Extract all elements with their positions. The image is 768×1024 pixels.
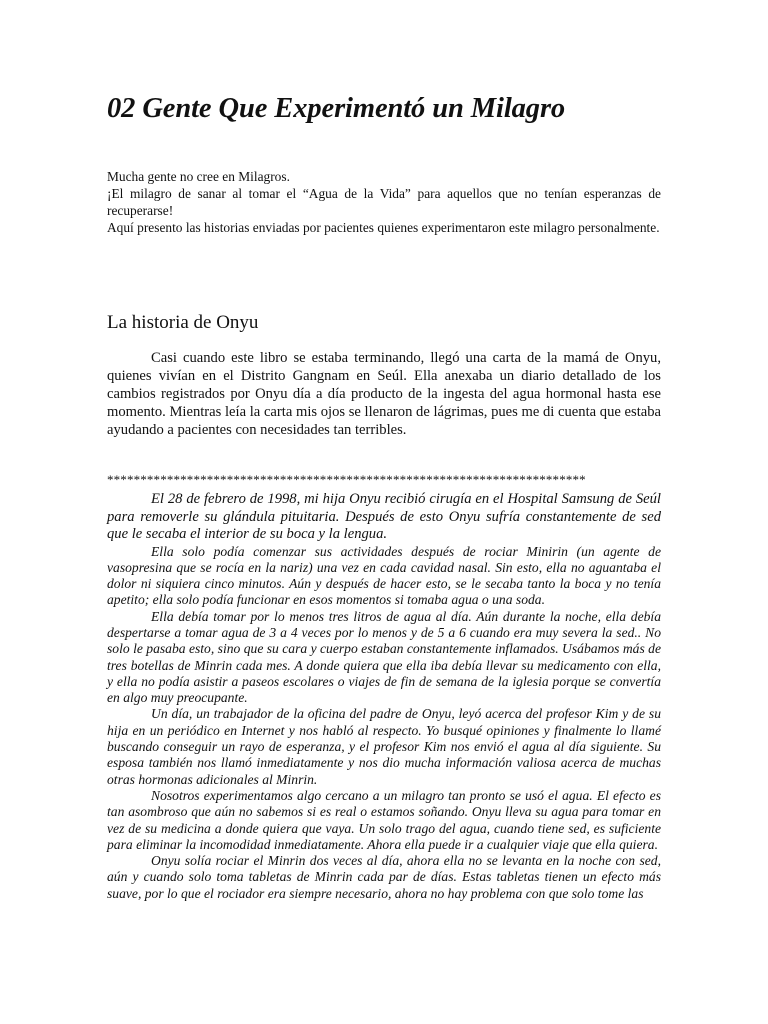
story-intro-paragraph: Casi cuando este libro se estaba terminando, llegó una carta de la mamá de Onyu, quienes vivían en el Distrito Gangnam en Seúl. Ella anexaba un diario detallado de los cambios registrados por Onyu día a día producto de la ingesta del agua hormonal hasta ese momento. Mientras leía la carta mis ojos se llenaron de lágrimas, pues me di cuenta que estaba ayudando a pacientes con necesidades tan terribles. <box>107 350 661 438</box>
chapter-title: 02 Gente Que Experimentó un Milagro <box>107 93 566 124</box>
intro-line: Aquí presento las historias enviadas por pacientes quienes experimentaron este milagro personalmente. <box>107 220 660 235</box>
intro-line: Mucha gente no cree en Milagros. <box>107 169 290 184</box>
diary-excerpt <box>107 491 661 902</box>
intro-line: ¡El milagro de sanar al tomar el “Agua de la Vida” para aquellos que no tenían esperanzas de recuperarse! <box>107 186 661 218</box>
diary-paragraph: Onyu solía rociar el Minrin dos veces al día, ahora ella no se levanta en la noche con sed, aún y cuando solo toma tabletas de Minrin cada par de días. Estas tabletas tienen un efecto más suave, por lo que el rociador era siempre necesario, ahora no hay problema con que solo tome las <box>107 853 661 901</box>
asterisk-separator: ************************************************************************ <box>107 472 586 487</box>
diary-paragraph: Un día, un trabajador de la oficina del padre de Onyu, leyó acerca del profesor Kim y de su hija en un periódico en Internet y nos habló al respecto. Yo busqué opiniones y finalmente lo llamé buscando conseguir un rayo de esperanza, y el profesor Kim nos envió el agua al día siguiente. Su esposa también nos llamó inmediatamente y nos dio mucha información valiosa acerca de muchas otras hormonas adicionales al Minrin. <box>107 706 661 787</box>
section-heading: La historia de Onyu <box>107 312 259 333</box>
diary-paragraph: Ella solo podía comenzar sus actividades después de rociar Minirin (un agente de vasopresina que se rocía en la nariz) una vez en cada cavidad nasal. Sin esto, ella no aguantaba el dolor ni siquiera cinco minutos. Aún y después de hacer esto, se le secaba tanto la boca y no tenía apetito; ella solo podía funcionar en esos momentos si tomaba agua o una soda. <box>107 543 661 608</box>
diary-paragraph: Ella debía tomar por lo menos tres litros de agua al día. Aún durante la noche, ella debía despertarse a tomar agua de 3 a 4 veces por lo menos y de 5 a 6 cuando era muy severa la sed.. No solo le pasaba esto, sino que su cara y cuerpo estaban constantemente inflamados. Usábamos más de tres botellas de Minrin cada mes. A donde quiera que ella iba debía llevar su medicamento con ella, y ella no podía asistir a paseos escolares o viajes de fin de semana de la iglesia porque se convertía en algo muy preocupante. <box>107 608 661 706</box>
diary-paragraph: El 28 de febrero de 1998, mi hija Onyu recibió cirugía en el Hospital Samsung de Seúl para removerle su glándula pituitaria. Después de esto Onyu sufría constantemente de sed que le secaba el interior de su boca y la lengua. <box>107 491 661 542</box>
intro-block <box>107 168 661 236</box>
diary-paragraph: Nosotros experimentamos algo cercano a un milagro tan pronto se usó el agua. El efecto es tan asombroso que aún no sabemos si es real o estamos soñando. Onyu lleva su agua para tomar en vez de su medicina a donde quiera que vaya. Un solo trago del agua, cuando tiene sed, es suficiente para eliminar la incomodidad inmediatamente. Ahora ella puede ir a cualquier viaje que ella quiera. <box>107 787 661 852</box>
